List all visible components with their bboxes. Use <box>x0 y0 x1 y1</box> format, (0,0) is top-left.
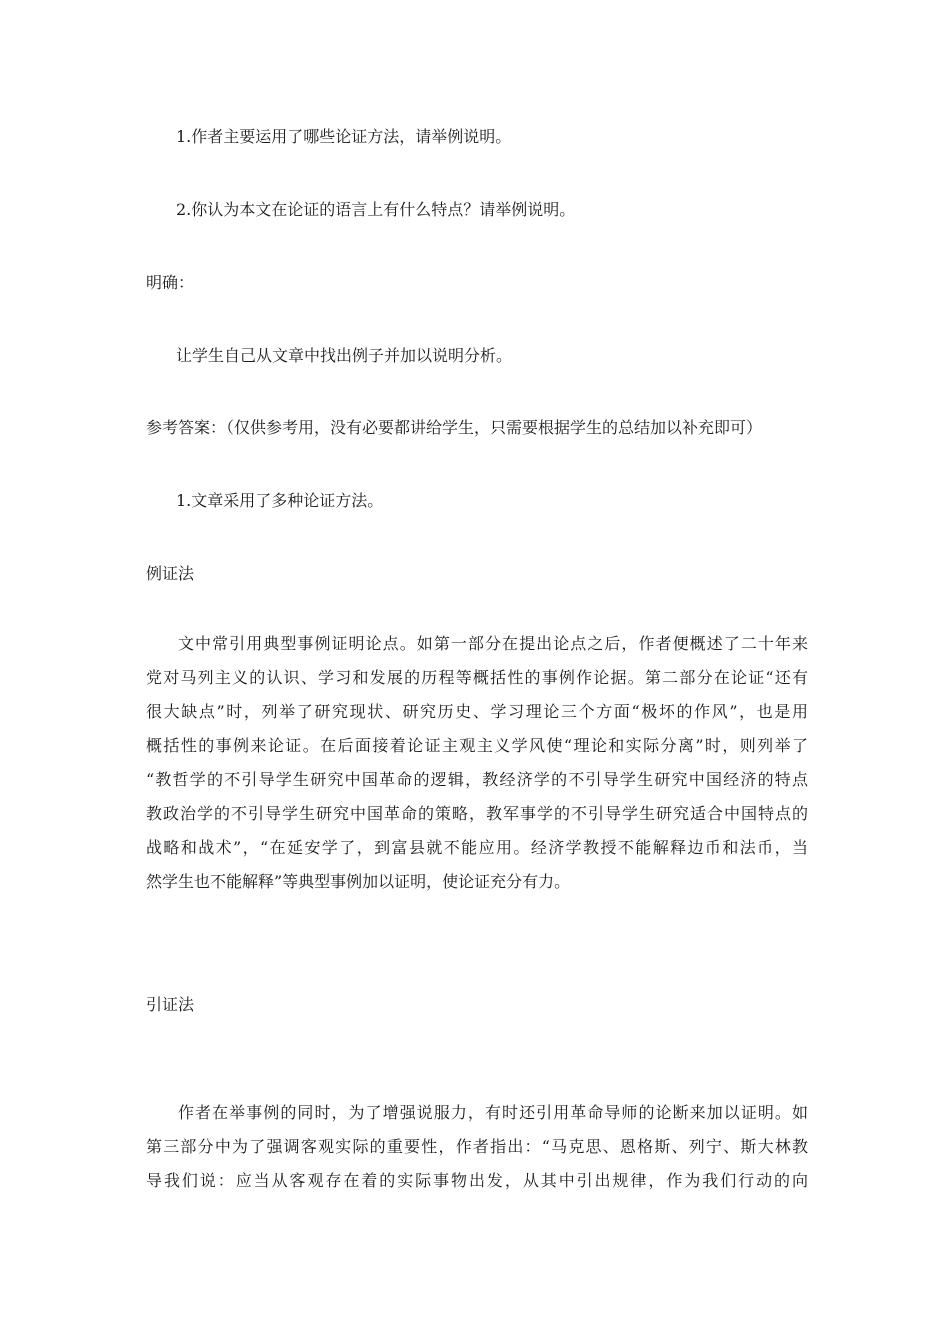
paragraph-line: 作者在举事例的同时，为了增强说服力，有时还引用革命导师的论断来加以证明。如 <box>178 1103 808 1122</box>
heading-lizhengfa: 例证法 <box>146 564 195 583</box>
paragraph-line: 战略和战术”，“在延安学了，到富县就不能应用。经济学教授不能解释边币和法币，当 <box>146 838 808 857</box>
question-1: 1.作者主要运用了哪些论证方法，请举例说明。 <box>176 127 512 146</box>
paragraph-line: 概括性的事例来论证。在后面接着论证主观主义学风使“理论和实际分离”时，则列举了 <box>146 736 808 755</box>
instruction-text: 让学生自己从文章中找出例子并加以说明分析。 <box>176 346 513 365</box>
reference-answer-note: 参考答案：（仅供参考用，没有必要都讲给学生，只需要根据学生的总结加以补充即可） <box>146 418 763 437</box>
paragraph-line: 文中常引用典型事例证明论点。如第一部分在提出论点之后，作者便概述了二十年来 <box>178 634 808 653</box>
paragraph-yinzhengfa <box>146 1096 808 1198</box>
paragraph-line: 第三部分中为了强调客观实际的重要性，作者指出：“马克思、恩格斯、列宁、斯大林教 <box>146 1137 808 1156</box>
paragraph-line: 教政治学的不引导学生研究中国革命的策略，教军事学的不引导学生研究适合中国特点的 <box>146 804 808 823</box>
paragraph-line: 导我们说：应当从客观存在着的实际事物出发，从其中引出规律，作为我们行动的向 <box>146 1171 808 1190</box>
heading-yinzhengfa: 引证法 <box>146 995 195 1014</box>
paragraph-line: 党对马列主义的认识、学习和发展的历程等概括性的事例作论据。第二部分在论证“还有 <box>146 668 808 687</box>
paragraph-lizhengfa <box>146 627 808 899</box>
paragraph-line: 然学生也不能解释”等典型事例加以证明，使论证充分有力。 <box>146 872 571 891</box>
paragraph-line: “教哲学的不引导学生研究中国革命的逻辑，教经济学的不引导学生研究中国经济的特点 <box>146 770 808 789</box>
answer-1: 1.文章采用了多种论证方法。 <box>176 491 384 510</box>
label-mingque: 明确： <box>146 273 195 292</box>
paragraph-line: 很大缺点”时，列举了研究现状、研究历史、学习理论三个方面“极坏的作风”，也是用 <box>146 702 808 721</box>
question-2: 2.你认为本文在论证的语言上有什么特点？请举例说明。 <box>176 200 576 219</box>
